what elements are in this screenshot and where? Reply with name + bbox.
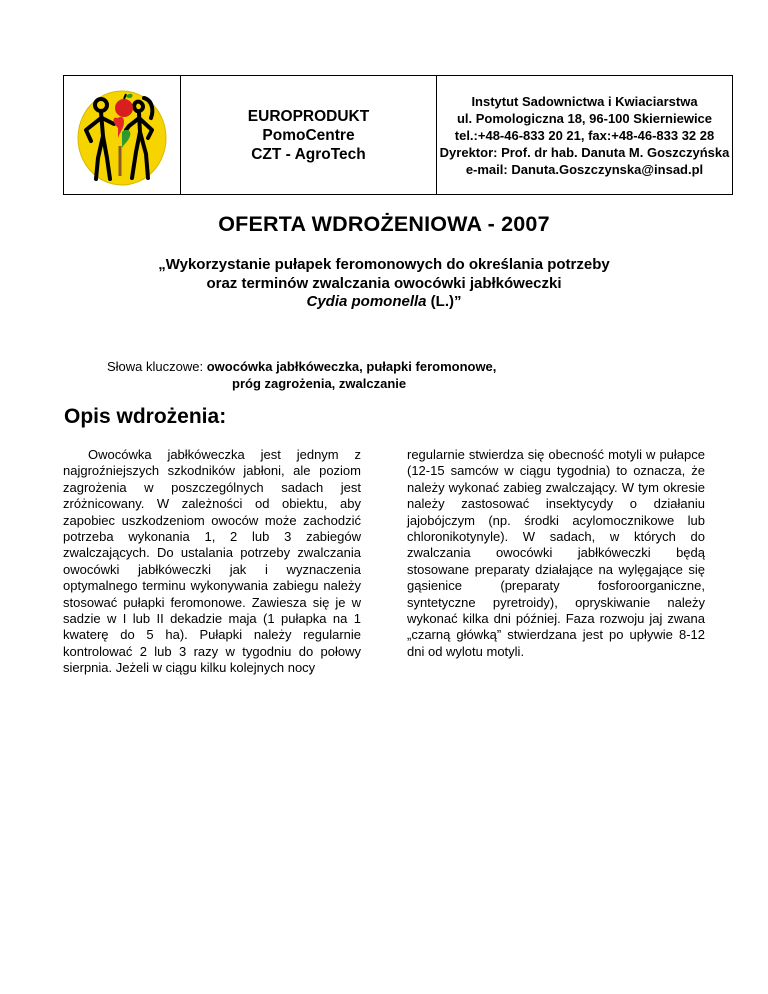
company-name: EUROPRODUKT xyxy=(247,107,370,125)
company-division: CZT - AgroTech xyxy=(251,145,366,163)
keywords-line2: próg zagrożenia, zwalczanie xyxy=(232,376,407,391)
keywords-label: Słowa kluczowe: xyxy=(107,359,207,374)
body-paragraph-left: Owocówka jabłkóweczka jest jednym z najgroźniejszych szkodników jabłoni, ale poziom zagrożenia w poszczególnych sadach jest zróżnicowany. W zależności od obiektu, aby zapobiec uszkodzeniom owoców może zachodzić potrzeba wykonania 1, 2 lub 3 zabiegów zwalczających. Do ustalania potrzeby zwalczania owocówki jabłkóweczki jak i wyznaczenia optymalnego terminu wykonywania zabiegu należy stosować pułapki feromonowe. Zawiesza się je w sadzie w I lub II dekadzie maja (1 pułapka na 1 kwaterę do 5 ha). Pułapki należy regularnie kontrolować 2 lub 3 razy w tygodniu do połowy sierpnia. Jeżeli w ciągu kilku kolejnych nocy xyxy=(63,447,361,676)
institute-address: ul. Pomologiczna 18, 96-100 Skierniewice xyxy=(456,110,713,126)
institute-phone-fax: tel.:+48-46-833 20 21, fax:+48-46-833 32 28 xyxy=(454,127,715,143)
company-cell xyxy=(181,76,437,194)
adam-eve-apple-logo-icon xyxy=(74,86,171,186)
page-title: OFERTA WDROŻENIOWA - 2007 xyxy=(218,212,550,236)
institute-cell xyxy=(437,76,732,194)
company-subname: PomoCentre xyxy=(262,126,355,144)
institute-director: Dyrektor: Prof. dr hab. Danuta M. Goszczyńska xyxy=(439,144,730,160)
subtitle-line3 xyxy=(0,293,768,312)
keywords-block xyxy=(107,358,707,392)
header-table xyxy=(63,75,733,195)
institute-name: Instytut Sadownictwa i Kwiaciarstwa xyxy=(471,93,698,109)
offer-subtitle xyxy=(0,256,768,312)
logo-cell xyxy=(64,76,181,194)
body-column-right xyxy=(407,447,705,660)
subtitle-line2: oraz terminów zwalczania owocówki jabłkóweczki xyxy=(206,274,562,292)
keywords-line1: owocówka jabłkóweczka, pułapki feromonowe, xyxy=(206,359,497,374)
body-column-left xyxy=(63,447,361,677)
section-title: Opis wdrożenia: xyxy=(64,405,227,428)
latin-species-name: Cydia pomonella xyxy=(306,293,427,310)
institute-email: e-mail: Danuta.Goszczynska@insad.pl xyxy=(465,161,704,177)
subtitle-line1: „Wykorzystanie pułapek feromonowych do określania potrzeby xyxy=(158,256,610,273)
body-paragraph-right: regularnie stwierdza się obecność motyli w pułapce (12-15 samców w ciągu tygodnia) to oznacza, że należy wykonać zabieg zwalczający. W tym okresie należy zastosować insektycydy o działaniu jajobójczym (np. środki acylomocznikowe lub chloronikotynyle). W sadach, w których do zwalczania owocówki jabłkóweczki będą stosowane preparaty działające na wylęgające się gąsienice (preparaty fosforoorganiczne, syntetyczne pyretroidy), opryskiwanie należy wykonać kilka dni później. Faza rozwoju jaj zwana „czarną główką” stwierdzana jest po upływie 8-12 dni od wylotu motyli. xyxy=(407,447,705,659)
species-author: (L.)” xyxy=(426,293,462,310)
